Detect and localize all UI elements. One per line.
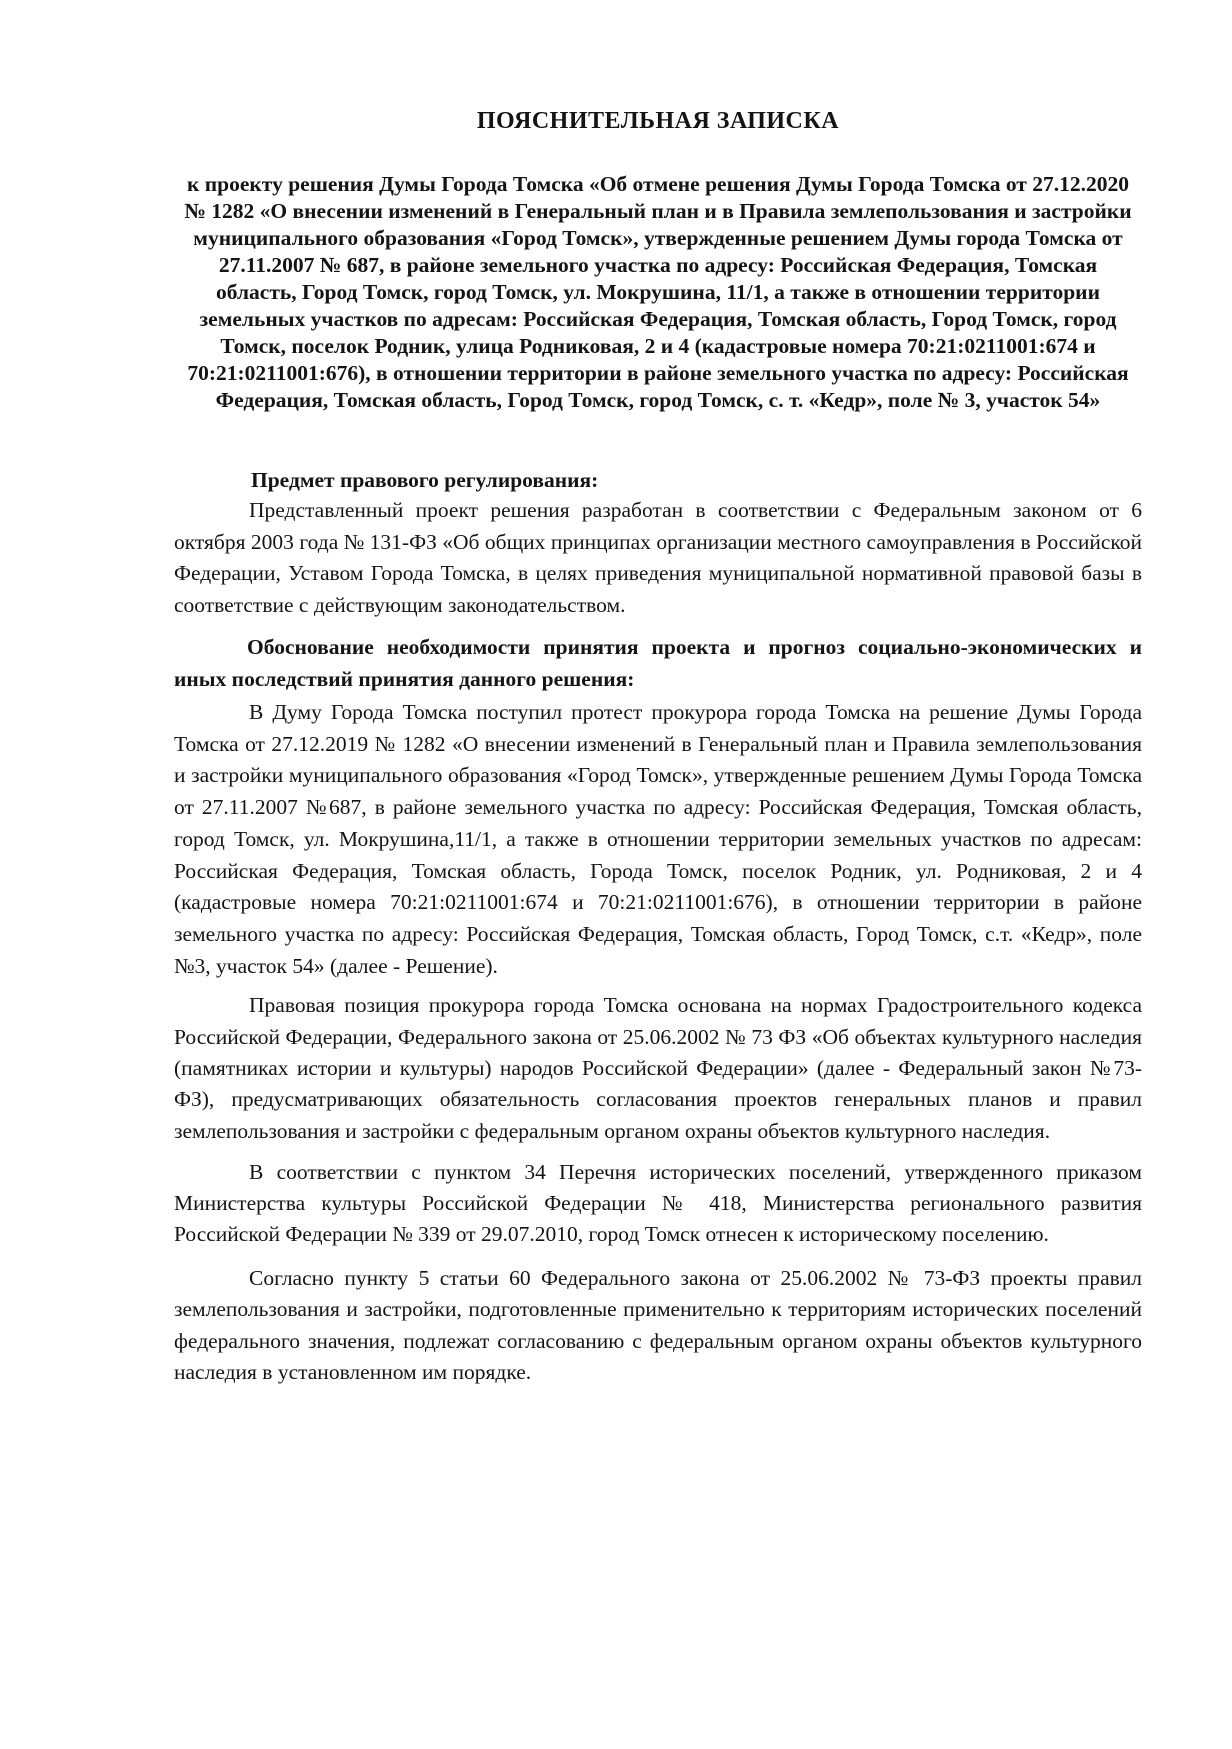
paragraph-regulation: Представленный проект решения разработан в соответствии с Федеральным законом от 6 октября 2003 года № 131-ФЗ «Об общих принципах организации местного самоуправления в Российской Федерации, Уставом Города Томска, в целях приведения муниципальной нормативной правовой базы в соответствие с действующим законодательством. [174,498,1142,617]
document-subject: к проекту решения Думы Города Томска «Об отмене решения Думы Города Томска от 27.12.2020 № 1282 «О внесении изменений в Генеральный план и в Правила землепользования и застройки муниципального образования «Город Томск», утвержденные решением Думы города Томска от 27.11.2007 № 687, в районе земельного участка по адресу: Российская Федерация, Томская область, Город Томск, город Томск, ул. Мокрушина, 11/1, а также в отношении территории земельных участков по адресам: Российская Федерация, Томская область, Город Томск, город Томск, поселок Родник, улица Родниковая, 2 и 4 (кадастровые номера 70:21:0211001:674 и 70:21:0211001:676), в отношении территории в районе земельного участка по адресу: Российская Федерация, Томская область, Город Томск, город Томск, с. т. «Кедр», поле № 3, участок 54» [184,172,1132,412]
paragraph-legal-position: Правовая позиция прокурора города Томска основана на нормах Градостроительного кодекса Российской Федерации, Федерального закона от 25.06.2002 № 73 ФЗ «Об объектах культурного наследия (памятниках истории и культуры) народов Российской Федерации» (далее - Федеральный закон №73-ФЗ), предусматривающих обязательность согласования проектов генеральных планов и правил землепользования и застройки с федеральным органом охраны объектов культурного наследия. [174,993,1142,1143]
paragraph-historical-settlement: В соответствии с пунктом 34 Перечня исторических поселений, утвержденного приказом Министерства культуры Российской Федерации № 418, Министерства регионального развития Российской Федерации № 339 от 29.07.2010, город Томск отнесен к историческому поселению. [174,1159,1142,1247]
document-title: ПОЯСНИТЕЛЬНАЯ ЗАПИСКА [476,108,840,134]
paragraph-article-60: Согласно пункту 5 статьи 60 Федерального закона от 25.06.2002 № 73-ФЗ проекты правил землепользования и застройки, подготовленные применительно к территориям исторических поселений федерального значения, подлежат согласованию с федеральным органом охраны объектов культурного наследия в установленном им порядке. [174,1265,1142,1385]
paragraph-protest: В Думу Города Томска поступил протест прокурора города Томска на решение Думы Города Томска от 27.12.2019 № 1282 «О внесении изменений в Генеральный план и Правила землепользования и застройки муниципального образования «Город Томск», утвержденные решением Думы Города Томска от 27.11.2007 №687, в районе земельного участка по адресу: Российская Федерация, Томская область, город Томск, ул. Мокрушина,11/1, а также в отношении территории земельных участков по адресам: Российская Федерация, Томская область, Города Томск, поселок Родник, ул. Родниковая, 2 и 4 (кадастровые номера 70:21:0211001:674 и 70:21:0211001:676), в отношении территории в районе земельного участка по адресу: Российская Федерация, Томская область, Город Томск, с.т. «Кедр», поле №3, участок 54» (далее - Решение). [174,700,1142,978]
section-justification [174,631,1142,1389]
section-heading-regulation: Предмет правового регулирования: [251,468,599,492]
section-regulation-subject [174,466,1142,621]
section-heading-justification: Обоснование необходимости принятия проекта и прогноз социально-экономических и иных последствий принятия данного решения: [174,635,1142,691]
